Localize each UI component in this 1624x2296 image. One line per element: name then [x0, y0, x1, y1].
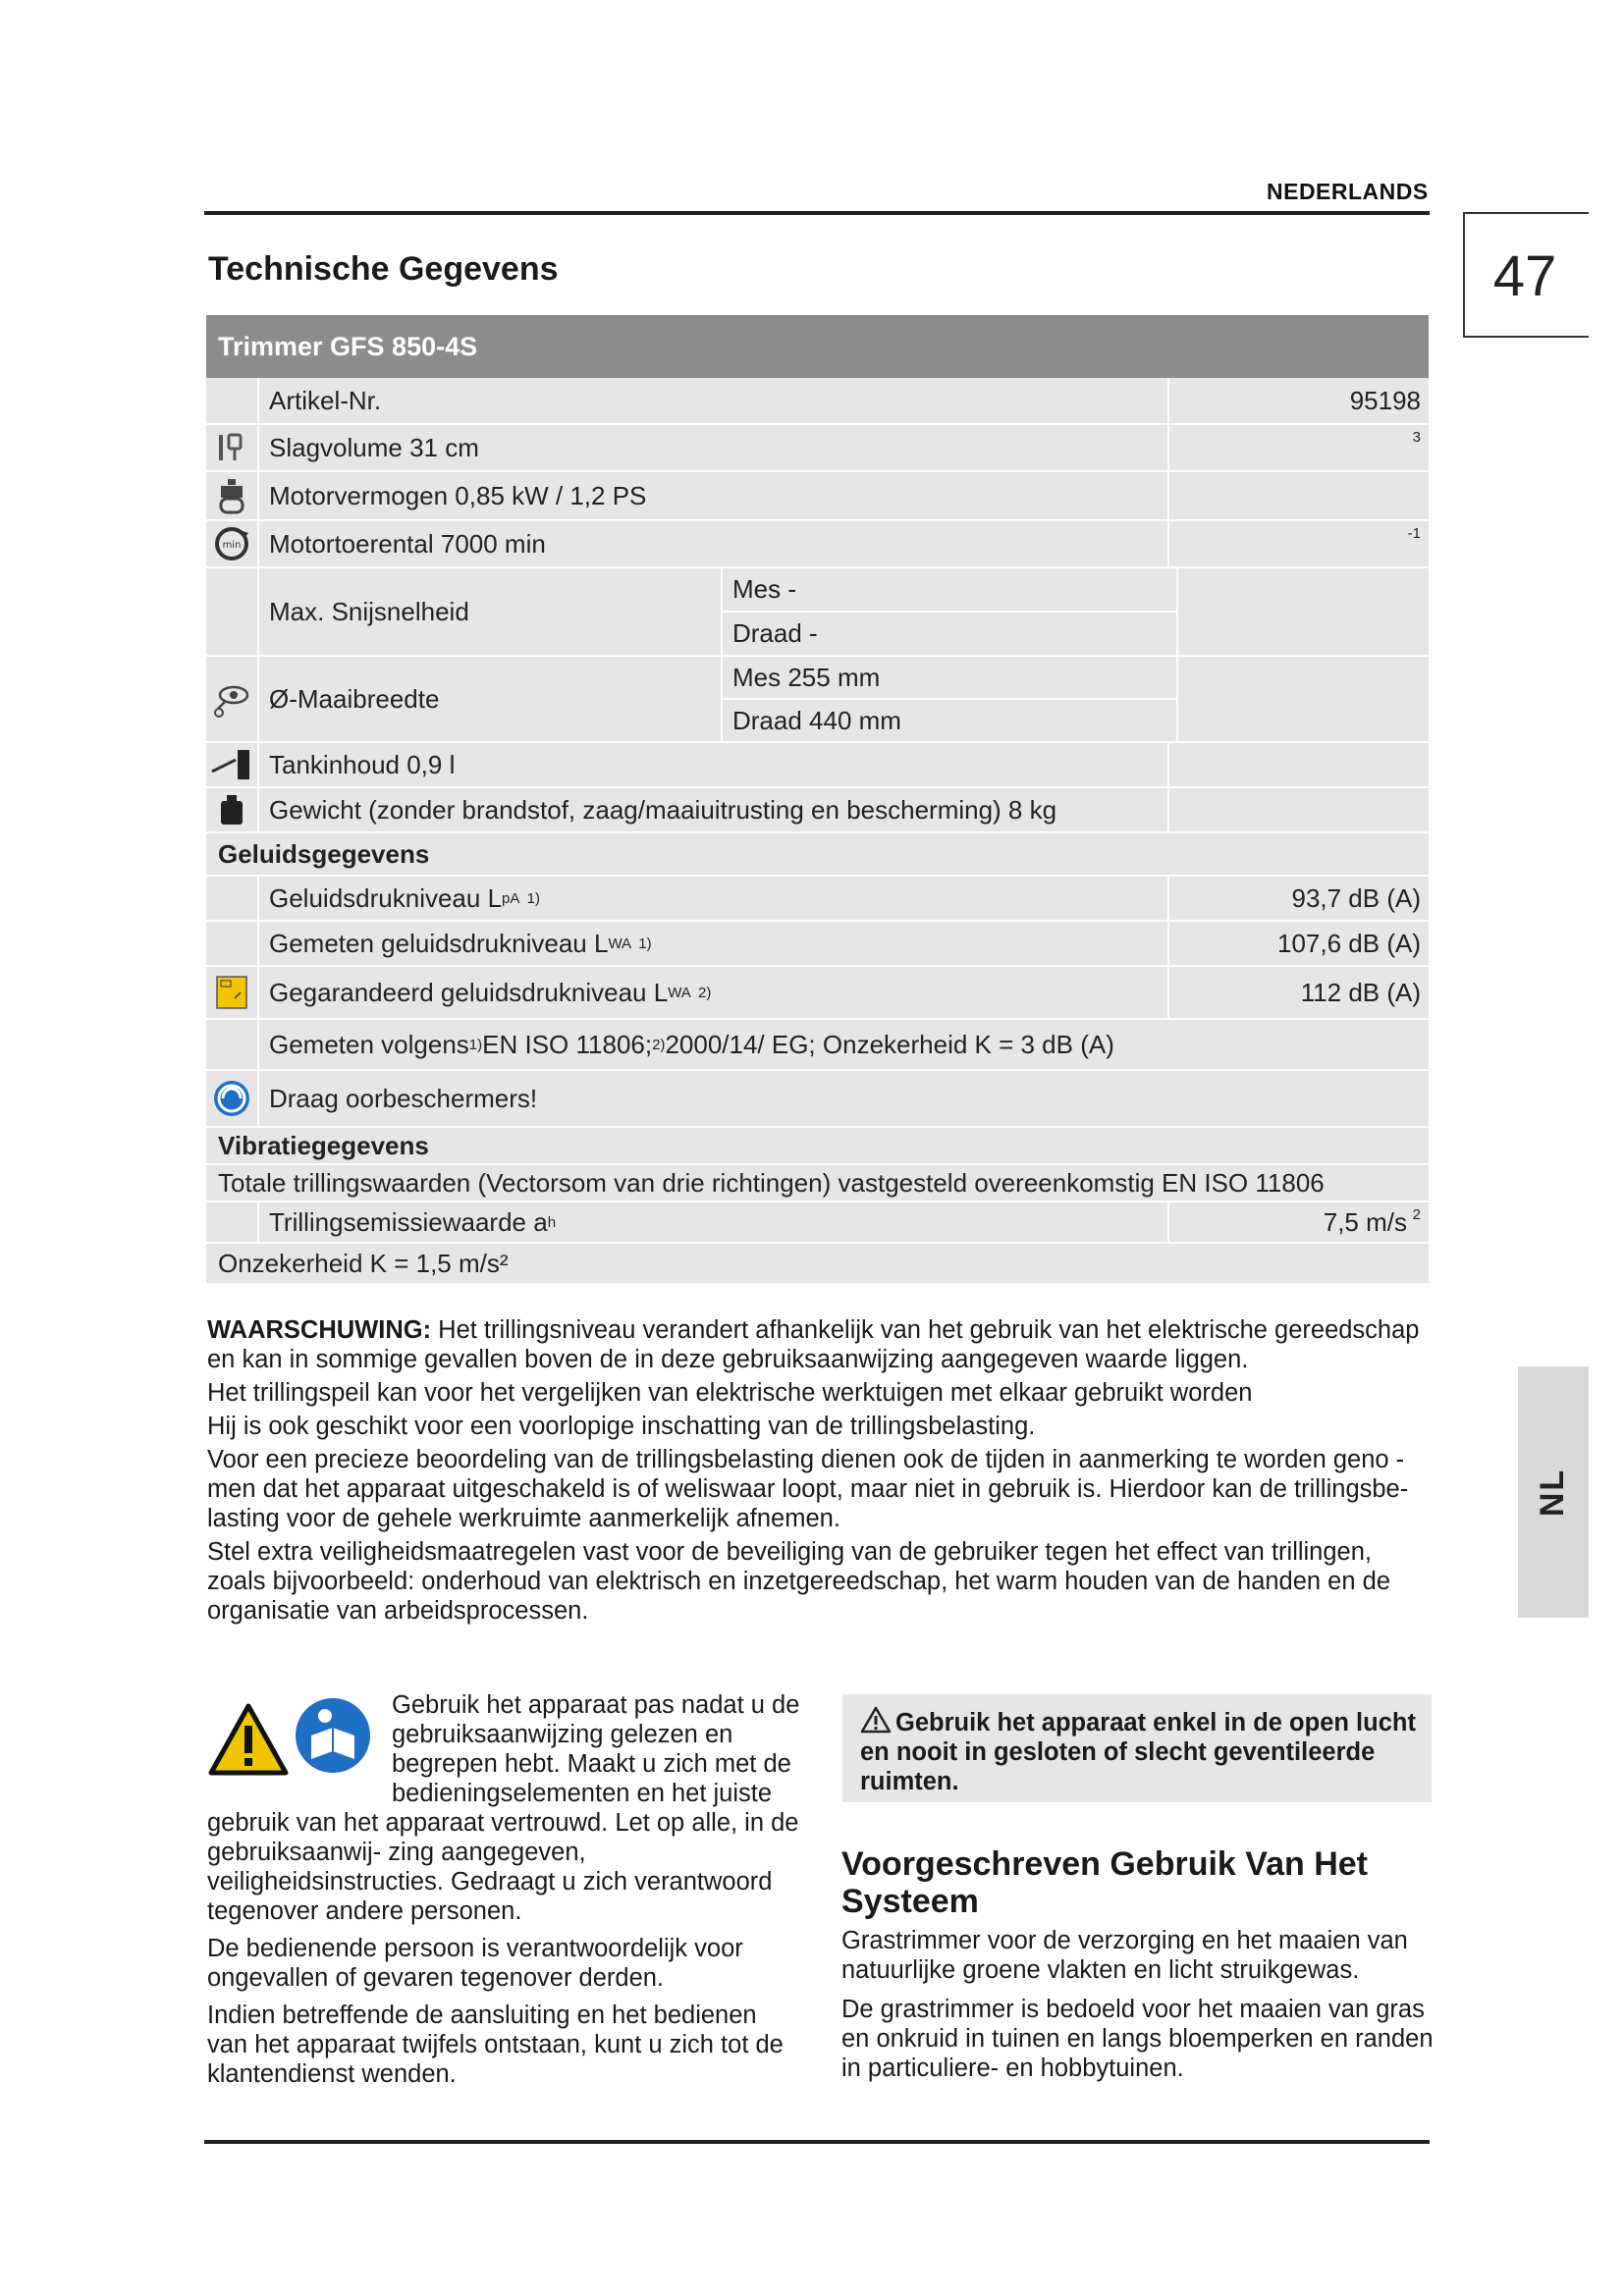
warning-label: WAARSCHUWING:	[207, 1316, 432, 1344]
vibration-emission-value: 7,5 m/s	[1323, 1206, 1407, 1237]
max-speed-line: Draad -	[732, 618, 818, 648]
noise-section-heading: Geluidsgegevens	[218, 838, 430, 869]
table-row	[206, 521, 1429, 568]
instructions-paragraph-3: Indien betreffende de aansluiting en het bedienen van het apparaat twijfels ontstaan, kunt u zich tot de klantendienst wenden.	[207, 2002, 784, 2088]
fuel-tank-icon	[210, 748, 253, 781]
table-row	[206, 788, 1429, 833]
displacement-unit-sup: 3	[1412, 429, 1421, 446]
table-row	[206, 1020, 1429, 1071]
table-row	[206, 472, 1429, 521]
ear-protection-label: Draag oorbeschermers!	[269, 1083, 538, 1113]
guaranteed-power-label: Gegarandeerd geluidsdrukniveau L WA 2)	[259, 967, 1169, 1018]
weight-label: Gewicht (zonder brandstof, zaag/maaiuitrusting en bescherming) 8 kg	[259, 788, 1169, 831]
spec-table	[206, 315, 1429, 1285]
table-row	[206, 1071, 1429, 1128]
rpm-unit-sup: -1	[1407, 525, 1421, 542]
ear-protection-icon	[212, 1079, 251, 1118]
piston-icon	[215, 431, 248, 464]
cutting-width-icon	[212, 679, 251, 719]
table-row	[206, 425, 1429, 472]
table-row	[206, 743, 1429, 788]
article-value: 95198	[1349, 385, 1421, 415]
weight-icon	[217, 793, 246, 827]
table-row	[206, 922, 1429, 967]
outdoor-note: Gebruik het apparaat enkel in de open lucht en nooit in gesloten of slecht geventileerde ruimten.	[860, 1706, 1416, 1796]
usage-title: Voorgeschreven Gebruik Van Het Systeem	[841, 1845, 1368, 1920]
noise-level-label-icon	[215, 975, 248, 1010]
usage-paragraph-2: De grastrimmer is bedoeld voor het maaien van gras en onkruid in tuinen en langs bloemperken en randen in particuliere- en hobbytuinen.	[841, 1996, 1434, 2082]
cutting-width-label: Ø-Maaibreedte	[259, 657, 723, 741]
svg-text:min: min	[222, 540, 242, 551]
displacement-label: Slagvolume 31 cm	[259, 425, 1169, 470]
guaranteed-power-value: 112 dB (A)	[1300, 977, 1421, 1007]
page-number: 47	[1492, 244, 1557, 308]
table-row	[206, 1202, 1429, 1244]
rpm-gauge-icon	[213, 525, 250, 562]
vibration-warning: WAARSCHUWING: Het trillingsniveau verandert afhankelijk van het gebruik van het elektrische gereedschap en kan in sommige gevallen boven de in deze gebruiksaanwijzing aangegeven waarde liggen. Het trillingspeil kan voor het vergelijken van elektrische werktuigen met elkaar gebruikt worden Hij is ook geschikt voor een voorlopige inschatting van de trillingsbelasting. Voor een precieze beoordeling van de trillingsbelasting dienen ook de tijden in aanmerking te worden geno - men dat het apparaat uitgeschakeld is of weliswaar loopt, maar niet in gebruik is. Hierdoor kan de trillingsbe- lasting voor de gehele werkruimte aanmerkelijk afnemen. Stel extra veiligheidsmaatregelen vast voor de beveiliging van de gebruiker tegen het effect van trillingen, zoals bijvoorbeeld: onderhoud van elektrisch en inzetgereedschap, het warm houden van de handen en de organisatie van arbeidsprocessen.	[207, 1316, 1420, 1625]
table-row	[206, 1165, 1429, 1202]
operating-instructions	[207, 1690, 802, 2097]
section-title: Technische Gegevens	[208, 250, 559, 288]
warning-triangle-icon	[207, 1702, 290, 1777]
sound-pressure-value: 93,7 dB (A)	[1291, 882, 1421, 913]
engine-icon	[215, 477, 248, 514]
read-manual-icon	[294, 1696, 372, 1775]
vibration-total-text: Totale trillingswaarden (Vectorsom van drie richtingen) vastgesteld overeenkomstig EN ISO 11806	[218, 1167, 1325, 1198]
rpm-label: Motortoerental 7000 min	[259, 521, 1169, 566]
measured-per-standard: Gemeten volgens 1) EN ISO 11806; 2) 2000/14/ EG; Onzekerheid K = 3 dB (A)	[269, 1029, 1114, 1059]
language-header: NEDERLANDS	[1267, 179, 1429, 204]
spec-table-title: Trimmer GFS 850-4S	[206, 315, 1429, 378]
top-divider	[204, 211, 1430, 215]
vibration-emission-label: Trillingsemissiewaarde a h	[259, 1202, 1169, 1242]
cutting-width-blade: Mes 255 mm	[723, 657, 1176, 700]
table-row	[206, 833, 1429, 877]
max-speed-label: Max. Snijsnelheid	[259, 568, 723, 655]
bottom-divider	[204, 2140, 1430, 2144]
instructions-paragraph-2: De bedienende persoon is verantwoordelijk voor ongevallen of gevaren tegenover derden.	[207, 1935, 743, 1992]
table-row	[206, 1244, 1429, 1285]
vibration-uncertainty: Onzekerheid K = 1,5 m/s²	[218, 1248, 509, 1278]
article-label: Artikel-Nr.	[259, 378, 1169, 423]
sound-pressure-label: Geluidsdrukniveau L pA 1)	[259, 877, 1169, 920]
language-side-tab-label: NL	[1534, 1468, 1572, 1517]
power-label: Motorvermogen 0,85 kW / 1,2 PS	[259, 472, 1169, 519]
table-row	[206, 1128, 1429, 1165]
table-row	[206, 378, 1429, 425]
usage-text	[841, 1926, 1436, 2093]
caution-icon	[860, 1706, 892, 1734]
table-row	[206, 568, 1429, 657]
tank-label: Tankinhoud 0,9 l	[259, 743, 1169, 786]
vibration-section-heading: Vibratiegegevens	[218, 1130, 429, 1160]
cutting-width-line: Draad 440 mm	[732, 705, 901, 735]
table-row	[206, 967, 1429, 1020]
usage-paragraph-1: Grastrimmer voor de verzorging en het maaien van natuurlijke groene vlakten en licht struikgewas.	[841, 1927, 1408, 1984]
measured-power-label: Gemeten geluidsdrukniveau L WA 1)	[259, 922, 1169, 965]
max-speed-blade: Mes -	[723, 568, 1176, 613]
measured-power-value: 107,6 dB (A)	[1277, 928, 1421, 958]
vibration-unit-sup: 2	[1412, 1206, 1421, 1223]
instructions-paragraph-1: Gebruik het apparaat pas nadat u de gebruiksaanwijzing gelezen en begrepen hebt. Maakt u zich met de bedieningselementen en het juiste gebruik van het apparaat vertrouwd. Let op alle, in de gebruiksaanwij- zing aangegeven, veiligheidsinstructies. Gedraagt u zich verantwoord tegenover andere personen.	[207, 1691, 800, 1925]
table-row	[206, 877, 1429, 922]
table-row	[206, 657, 1429, 743]
